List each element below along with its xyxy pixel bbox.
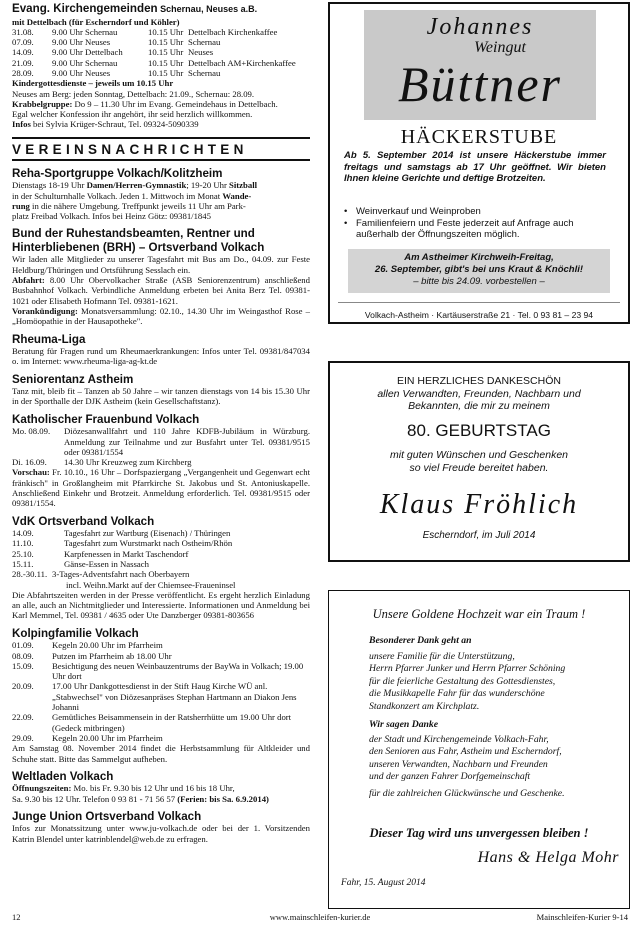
schedule-row: 28.09. 9.00 Uhr Neuses 10.15 Uhr Schernau (12, 67, 221, 78)
kolping-list (12, 640, 310, 743)
schedule-row: 14.09. 9.00 Uhr Dettelbach 10.15 Uhr Neuses (12, 47, 214, 58)
divider (338, 302, 620, 303)
brh-text: Wir laden alle Mitglieder zu unserer Tagesfahrt mit Bus am Do., 04.09. zur Feste Heldburg/Thüringen und Ortsführung Sesslach ein. (12, 254, 310, 275)
brh-vorank: Vorankündigung: Monatsversammlung: 02.10., 14.30 Uhr im Weingasthof Rose – „Homöopathie in der Hausapotheke". (12, 305, 310, 327)
geburtstag-ad (328, 361, 630, 562)
divider (12, 137, 310, 139)
sagen-line: und der ganzen Fahrer Dorfgemeinschaft (369, 771, 531, 782)
weingut-address: Volkach-Astheim · Kartäuserstraße 21 · Tel. 0 93 81 – 23 94 (364, 310, 594, 320)
birthday-place: Escherndorf, im Juli 2014 (422, 530, 536, 541)
vdk-item: 28.-30.11. 3-Tages-Adventsfahrt nach Oberbayern (12, 569, 190, 580)
kirchweih-line1: Am Astheimer Kirchweih-Freitag, (404, 252, 554, 263)
dank-line: für die feierliche Gestaltung des Gottesdienstes, (369, 675, 556, 687)
logo-line3: Büttner (398, 56, 562, 112)
vdk-text: Die Abfahrtszeiten werden in der Presse veröffentlicht. Es ergeht herzlich Einladung an alle, auch an Nichtmitglieder und Interessierte. Informationen und Anmeldung bei Karl Memmel, Tel. 09381 / 4635 oder Ute Danzberger 09381-803656 (12, 589, 310, 621)
welt-title: Weltladen Volkach (12, 769, 114, 783)
haeckerstube-title: HÄCKERSTUBE (400, 126, 558, 148)
kolping-item: 20.09. 17.00 Uhr Dankgottesdienst in der Stift Haug Kirche WÜ anl. „Stabwechsel" von Diözesanpräses Stephan Hartmann an Diakon Jens Johanni (12, 681, 297, 713)
sagen-line: den Senioren aus Fahr, Astheim und Escherndorf, (369, 746, 562, 757)
brh-title: Bund der Ruhestandsbeamten, Rentner und Hinterbliebenen (BRH) – Ortsverband Volkach (12, 227, 265, 254)
kolping-text: Am Samstag 08. November 2014 findet die Herbstsammlung für Altkleider und Schuhe statt. Bitte das Sammelgut aufheben. (12, 743, 310, 764)
vereins-heading-block (12, 137, 310, 161)
vdk-title: VdK Ortsverband Volkach (12, 514, 155, 528)
kfb-title: Katholischer Frauenbund Volkach (12, 412, 200, 426)
dank-line1: EIN HERZLICHES DANKESCHÖN (397, 375, 561, 387)
vdk-item: 15.11. Gänse-Essen in Nassach (12, 558, 149, 569)
rheuma-text: Beratung für Fragen rund um Rheumaerkrankungen: Infos unter Tel. 09381/847034 o. im Internet: www.rheuma-liga-ag-kt.de (12, 346, 310, 367)
weingut-ad (328, 2, 630, 324)
kolping-item: 08.09. Putzen im Pfarrheim ab 18.00 Uhr (12, 650, 172, 661)
footer-url: www.mainschleifen-kurier.de (269, 912, 371, 922)
kirche-section (12, 2, 310, 130)
haeckerstube-intro: Ab 5. September 2014 ist unsere Häckerstube immer freitags und samstags ab 17 Uhr geöffnet. Wir bieten Ihnen kleine Gerichte und deftige Brotzeiten. (344, 150, 606, 184)
welt-line1: Öffnungszeiten: Mo. bis Fr. 9.30 bis 12 Uhr und 16 bis 18 Uhr, (12, 783, 235, 794)
kfb-vorschau: Vorschau: Fr. 10.10., 16 Uhr – Dorfspaziergang „Vergangenheit und Gegenwart echt fränkisch" in Großlangheim mit Pfarrkirche St. Jakobus und St. Antoniuskapelle. Anschließend Einkehr und Brotzeit. Anmeldung erforderlich. Tel. 09381/9515 oder 09381/1554. (12, 467, 310, 509)
kfb-item: Mo. 08.09. Diözesanwallfahrt und 110 Jahre KDFB-Jubiläum in Würzburg. Anmeldung zur Teilnahme und zur Busfahrt unter Tel. 09381/9515 oder 09381/1554 (12, 426, 310, 457)
dank-line2: allen Verwandten, Freunden, Nachbarn und (377, 387, 581, 400)
kirchweih-box (348, 249, 610, 293)
dank-heading: Besonderer Dank geht an (369, 635, 472, 646)
footer-issue: Mainschleifen-Kurier 9-14 (536, 912, 628, 922)
kolping-section (12, 627, 310, 764)
hochzeit-thanks (369, 635, 624, 800)
kirche-subtitle: mit Dettelbach (für Escherndorf und Köhler) (12, 16, 180, 27)
dank-line: Standkonzert am Kirchplatz. (369, 700, 480, 712)
junge-text: Infos zur Monatssitzung unter www.ju-volkach.de oder bei der 1. Vorsitzenden Katrin Blendel unter katrinblendel@web.de zu erfragen. (12, 823, 310, 844)
schedule-row: 07.09. 9.00 Uhr Neuses 10.15 Uhr Schernau (12, 37, 221, 48)
rheuma-title: Rheuma-Liga (12, 332, 86, 346)
vdk-item: 25.10. Karpfenessen in Markt Taschendorf (12, 548, 189, 559)
sagen-heading: Wir sagen Danke (369, 719, 439, 730)
egal-line: Egal welcher Konfession ihr angehört, ihr seid herzlich willkommen. (12, 109, 253, 120)
vereins-heading: VEREINSNACHRICHTEN (12, 141, 248, 157)
bullet-item: • Familienfeiern und Feste jederzeit auf Anfrage auch außerhalb der Öffnungszeiten möglich. (344, 217, 574, 240)
vdk-weihn: incl. Weihn.Markt auf der Chiemsee-Fraueninsel (66, 579, 236, 590)
kfb-section (12, 413, 310, 509)
dank-line3: Bekannten, die mir zu meinem (408, 400, 550, 412)
vdk-section (12, 515, 310, 621)
junge-title: Junge Union Ortsverband Volkach (12, 809, 202, 823)
haeckerstube-bullets (344, 206, 606, 241)
page-number: 12 (12, 912, 21, 922)
hochzeit-headline: Unsere Goldene Hochzeit war ein Traum ! (372, 607, 586, 621)
infos-line: Infos bei Sylvia Krüger-Schraut, Tel. 09324-5090339 (12, 119, 199, 130)
divider (12, 159, 310, 161)
hochzeit-names: Hans & Helga Mohr (477, 849, 619, 866)
kirche-title-rest: Schernau, Neuses a.B. (157, 4, 258, 14)
schedule-row: 21.09. 9.00 Uhr Schernau 10.15 Uhr Dettelbach AM+Kirchenkaffee (12, 57, 296, 68)
reha-section (12, 167, 310, 222)
left-column (12, 2, 310, 844)
hochzeit-date: Fahr, 15. August 2014 (341, 878, 426, 888)
dank-text (330, 375, 628, 413)
dank-line: unsere Familie für die Unterstützung, (369, 650, 515, 662)
kirche-title-bold: Evang. Kirchengemeinden (12, 2, 158, 15)
hochzeit-tag: Dieser Tag wird uns unvergessen bleiben ! (369, 826, 589, 840)
kolping-item: 22.09. Gemütliches Beisammensein in der Ratsherrhütte um 19.00 Uhr dort (Gedeck mitbringen) (12, 712, 292, 733)
reha-title: Reha-Sportgruppe Volkach/Kolitzheim (12, 166, 223, 180)
welt-section (12, 770, 310, 804)
tanz-title: Seniorentanz Astheim (12, 372, 134, 386)
kolping-item: 01.09. Kegeln 20.00 Uhr im Pfarrheim (12, 640, 163, 651)
kolping-item: 15.09. Besichtigung des neuen Weinbauzentrums der BayWa in Volkach; 19.00 Uhr dort (12, 660, 304, 682)
dank-line: Herrn Pfarrer Junker und Herrn Pfarrer Schöning (369, 663, 566, 674)
tanz-text: Tanz mit, bleib fit – Tanzen ab 50 Jahre – wir tanzen dienstags von 14 bis 15.30 Uhr in der Sporthalle der DJK Astheim (kein Gesellschaftstanz). (12, 386, 310, 407)
bullet-item: • Weinverkauf und Weinproben (344, 206, 481, 217)
wishes-text (330, 449, 628, 474)
sagen-line: der Stadt und Kirchengemeinde Volkach-Fahr, (369, 733, 549, 745)
dank-line: die Musikkapelle Fahr für das wunderschöne (369, 688, 545, 699)
weingut-logo (364, 10, 596, 120)
vdk-item: 14.09. Tagesfahrt zur Wartburg (Eisenach) / Thüringen (12, 528, 231, 539)
logo-line1: Johannes (426, 14, 534, 40)
krabbel-line: Krabbelgruppe: Do 9 – 11.30 Uhr im Evang. Gemeindehaus in Dettelbach. (12, 98, 278, 109)
rheuma-section (12, 333, 310, 367)
sagen-line: unseren Verwandten, Nachbarn und Freunden (369, 758, 548, 770)
brh-section (12, 227, 310, 326)
kirchweih-line3: – bitte bis 24.09. vorbestellen – (413, 276, 545, 287)
kirche-title (12, 2, 310, 17)
kirchweih-line2: 26. September, gibt's bei uns Kraut & Knöchli! (374, 264, 584, 275)
schedule-row: 31.08. 9.00 Uhr Schernau 10.15 Uhr Dettelbach Kirchenkaffee (12, 26, 278, 37)
logo-line2: Weingut (474, 39, 526, 56)
kolping-title: Kolpingfamilie Volkach (12, 626, 139, 640)
wishes-line1: mit guten Wünschen und Geschenken (389, 449, 569, 461)
brh-abfahrt: Abfahrt: 8.00 Uhr Obervolkacher Straße (ASB Seniorenzentrum) anschließend Busbahnhof Volkach. Verbindliche Anmeldung erbeten bei Anita Berz Tel. 09381-1021 oder Elisabeth Hofmann Tel. 09381-1621. (12, 275, 310, 306)
birthday-title: 80. GEBURTSTAG (407, 421, 551, 440)
hochzeit-ad (328, 590, 630, 909)
wishes-line2: so viel Freude bereitet haben. (409, 461, 549, 474)
kirche-schedule (12, 27, 310, 78)
reha-text: Dienstags 18-19 Uhr Damen/Herren-Gymnastik; 19-20 Uhr Sitzball in der Schulturnhalle Volkach. Jeden 1. Mittwoch im Monat Wande- rung in die nähere Umgebung. Treffpunkt jeweils 11 Uhr am Park- platz Freibad Volkach. Infos bei Heinz Götz: 09381/1845 (12, 180, 258, 222)
berg-line: Neuses am Berg: jeden Sonntag, Dettelbach: 21.09., Schernau: 28.09. (12, 88, 255, 99)
glueck-line: für die zahlreichen Glückwünsche und Geschenke. (369, 787, 565, 799)
kolping-item: 29.09. Kegeln 20.00 Uhr im Pfarrheim (12, 732, 163, 743)
kinder-line: Kindergottesdienste – jeweils um 10.15 Uhr (12, 78, 174, 89)
vdk-item: 11.10. Tagesfahrt zum Wurstmarkt nach Ostheim/Rhön (12, 538, 233, 549)
signature-name: Klaus Fröhlich (379, 489, 579, 520)
kfb-item: Di. 16.09. 14.30 Uhr Kreuzweg zum Kirchberg (12, 457, 192, 468)
tanz-section (12, 373, 310, 407)
welt-line2: Sa. 9.30 bis 12 Uhr. Telefon 0 93 81 - 71 56 57 (Ferien: bis Sa. 6.9.2014) (12, 793, 269, 804)
vdk-list (12, 528, 310, 590)
junge-section (12, 810, 310, 844)
